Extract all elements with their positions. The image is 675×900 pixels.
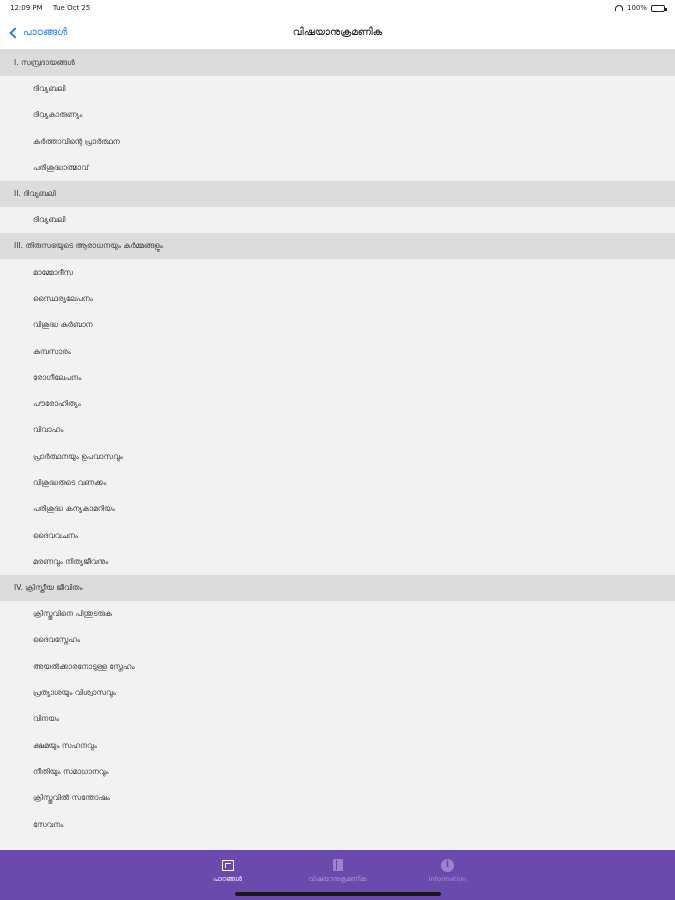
list-item[interactable]: ദൈവസ്നേഹം bbox=[0, 627, 675, 653]
list-item[interactable]: ദിവ്യബലി bbox=[0, 207, 675, 233]
topic-list bbox=[0, 50, 675, 838]
list-item[interactable]: വിവാഹം bbox=[0, 417, 675, 443]
status-right bbox=[615, 4, 665, 12]
status-left bbox=[10, 4, 98, 12]
navigation-bar bbox=[0, 16, 675, 50]
list-item[interactable]: ക്രിസ്തുവിനെ പിന്തുടരുക bbox=[0, 601, 675, 627]
home-indicator bbox=[235, 892, 441, 896]
list-item[interactable]: പ്രാർത്ഥനയും ഉപവാസവും bbox=[0, 444, 675, 470]
tab-icon-box bbox=[331, 858, 345, 872]
list-item[interactable]: മരണവും നിത്യജീവനും bbox=[0, 549, 675, 575]
tab-icon-box bbox=[441, 858, 455, 872]
section-header: III. തിരുസഭയുടെ ആരാധനയും കർമ്മങ്ങളും bbox=[0, 233, 675, 259]
list-item[interactable]: ദിവ്യകാരുണ്യം bbox=[0, 102, 675, 128]
back-button[interactable] bbox=[8, 16, 67, 49]
section-header: II. ദിവ്യബലി bbox=[0, 181, 675, 207]
back-label: പാഠങ്ങൾ bbox=[23, 27, 68, 38]
list-item[interactable]: കർത്താവിന്റെ പ്രാർത്ഥന bbox=[0, 129, 675, 155]
list-item[interactable]: ക്രിസ്തുവിൽ സന്തോഷം bbox=[0, 785, 675, 811]
list-item[interactable]: നീതിയും സമാധാനവും bbox=[0, 759, 675, 785]
chevron-left-icon bbox=[9, 27, 20, 38]
list-item[interactable]: ദൈവവചനം bbox=[0, 522, 675, 548]
list-item[interactable]: അയൽക്കാരനോടുള്ള സ്നേഹം bbox=[0, 654, 675, 680]
tab-label: പാഠങ്ങൾ bbox=[213, 875, 242, 883]
book-icon bbox=[333, 859, 343, 871]
list-item[interactable]: പ്രത്യാശയും വിശ്വാസവും bbox=[0, 680, 675, 706]
list-item[interactable]: പരിശുദ്ധ കന്യകാമറിയം bbox=[0, 496, 675, 522]
list-item[interactable]: പൗരോഹിത്യം bbox=[0, 391, 675, 417]
tab-label: Information bbox=[428, 875, 467, 883]
list-item[interactable]: മാമ്മോദീസ bbox=[0, 259, 675, 285]
list-item[interactable]: വിശുദ്ധ കുർബാന bbox=[0, 312, 675, 338]
status-date: Tue Oct 25 bbox=[52, 4, 91, 12]
list-item[interactable]: ക്ഷമയും സഹനവും bbox=[0, 733, 675, 759]
list-item[interactable]: കുമ്പസാരം bbox=[0, 338, 675, 364]
list-item[interactable]: സ്ഥൈര്യലേപനം bbox=[0, 286, 675, 312]
battery-percent: 100% bbox=[626, 4, 647, 12]
battery-icon bbox=[651, 5, 665, 12]
section-header: I. സമ്പ്രദായങ്ങൾ bbox=[0, 50, 675, 76]
wifi-icon bbox=[615, 5, 623, 11]
tab-icon-box bbox=[221, 858, 235, 872]
info-icon: i bbox=[441, 859, 454, 872]
list-item[interactable]: വിശുദ്ധരുടെ വണക്കം bbox=[0, 470, 675, 496]
list-item[interactable]: രോഗീലേപനം bbox=[0, 365, 675, 391]
tab-label: വിഷയാനുക്രമണിക bbox=[308, 875, 367, 883]
section-header: IV. ക്രിസ്തീയ ജീവിതം bbox=[0, 575, 675, 601]
list-item[interactable]: ദിവ്യബലി bbox=[0, 76, 675, 102]
list-item[interactable]: പരിശുദ്ധാത്മാവ് bbox=[0, 155, 675, 181]
status-bar bbox=[0, 0, 675, 16]
page-title: വിഷയാനുക്രമണിക bbox=[292, 27, 383, 38]
list-item[interactable]: വിനയം bbox=[0, 706, 675, 732]
list-item[interactable]: സേവനം bbox=[0, 811, 675, 837]
book-open-icon bbox=[222, 860, 234, 871]
status-time: 12:09 PM bbox=[10, 4, 43, 12]
